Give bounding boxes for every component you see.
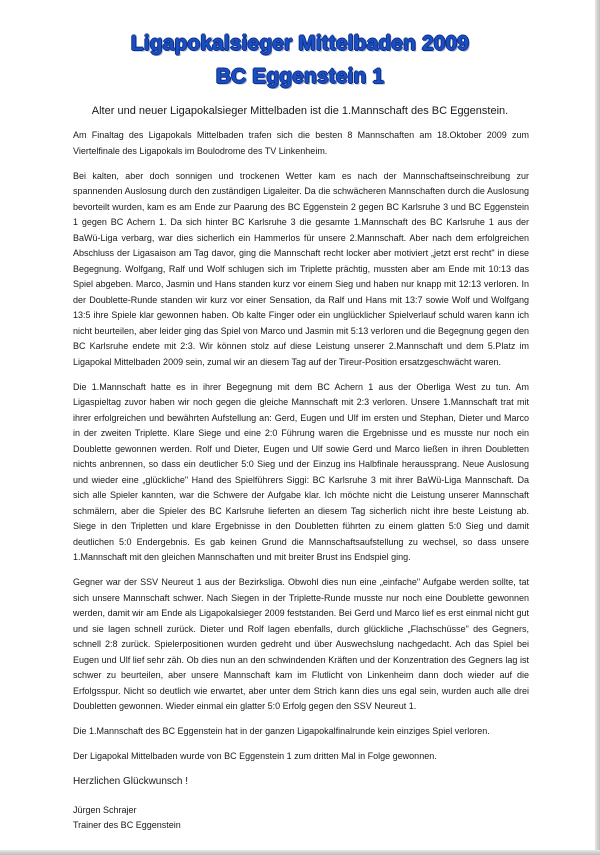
signature-name: Jürgen Schrajer: [73, 804, 137, 815]
signature-role: Trainer des BC Eggenstein: [73, 820, 181, 830]
paragraph-team-2: Bei kalten, aber doch sonnigen und trockenen Wetter kam es nach der Mannschaftseinschreibung zur spannenden Auslosung durch den zuständigen Ligaleiter. Da die schwächeren Mannschaften durch die Auslosung bevorteilt wurden, kam es am Ende zur Paarung des BC Eggenstein 2 gegen BC Karlsruhe 3 und BC Eggenstein 1 gegen BC Achern 1. Da sich hinter BC Karlsruhe 3 die gesamte 1.Mannschaft des BC Karlsruhe 1 aus der BaWü-Liga verbarg, war dies sicherlich ein Hammerlos für unsere 2.Mannschaft. Aber nach dem erfolgreichen Abschluss der Ligasaison am Tag davor, ging die Mannschaft recht locker aber motiviert „jetzt erst recht" in diese Begegnung. Wolfgang, Ralf und Wolf schlugen sich im Triplette prächtig, mussten aber am Ende mit 10:13 das Spiel abgeben. Marco, Jasmin und Hans standen kurz vor einem Sieg und haben nur knapp mit 12:13 verloren. In der Doublette-Runde standen wir kurz vor einer Sensation, da Ralf und Hans mit 13:7 sowie Wolf und Wolfgang 13:5 ihre Spiele klar gewonnen haben. Ob kalte Finger oder ein unglücklicher Spielverlauf schuld waren kann ich nicht beurteilen, aber leider ging das Spiel von Marco und Jasmin mit 5:13 verloren und die Begegnung gegen den BC Karlsruhe endete mit 2:3. Wir können stolz auf diese Leistung unserer 2.Mannschaft und dem 5.Platz im Ligapokal Mittelbaden 2009 sein, zumal wir an diesem Tag auf der Tireur-Position ersatzgeschwächt waren.: [73, 170, 529, 367]
paragraph-intro: Am Finaltag des Ligapokals Mittelbaden trafen sich die besten 8 Mannschaften am 18.Oktober 2009 zum Viertelfinale des Ligapokals im Boulodrome des TV Linkenheim.: [73, 130, 529, 156]
greeting: Herzlichen Glückwunsch !: [73, 776, 189, 787]
article-body: [73, 128, 529, 834]
document-subtitle: BC Eggenstein 1: [215, 65, 385, 88]
lead-paragraph: Alter und neuer Ligapokalsieger Mittelbaden ist die 1.Mannschaft des BC Eggenstein.: [91, 105, 509, 117]
paragraph-unbeaten: Die 1.Mannschaft des BC Eggenstein hat in der ganzen Ligapokalfinalrunde kein einziges Spiel verloren.: [73, 726, 490, 736]
page-shadow-bottom: [0, 850, 600, 855]
paragraph-team-1: Die 1.Mannschaft hatte es in ihrer Begegnung mit dem BC Achern 1 aus der Oberliga West zu tun. Am Ligaspieltag zuvor haben wir noch gegen die gleiche Mannschaft mit 2:3 verloren. Unsere 1.Mannschaft trat mit ihrer erfolgreichen und bewährten Aufstellung an: Gerd, Eugen und Ulf im ersten und Stephan, Dieter und Marco in der zweiten Triplette. Klare Siege und eine 2:0 Führung waren die Ergebnisse und es musste nur noch ein Doublette gewonnen werden. Rolf und Dieter, Eugen und Ulf sowie Gerd und Marco ließen in ihren Doubletten nichts anbrennen, so dass ein deutlicher 5:0 Sieg und der Einzug ins Halbfinale heraussprang. Neue Auslosung und wieder eine „glückliche" Hand des Spielführers Siggi: BC Karlsruhe 3 mit ihrer BaWü-Liga Mannschaft. Da sich alle Spieler kannten, war die Schwere der Aufgabe klar. Ich möchte nicht die Leistung unserer Mannschaft schmälern, aber die Spieler des BC Karlsruhe lieferten an diesem Tag sicherlich nicht ihre beste Leistung ab. Siege in den Tripletten und klare Ergebnisse in den Doubletten führten zu einem glatten 5:0 Sieg und damit deutlichen 5:0 Endergebnis. Es gab keinen Grund die Mannschaftsaufstellung zu wechsel, so dass unsere 1.Mannschaft mit den gleichen Mannschaften und mit breiter Brust ins Endspiel ging.: [73, 381, 529, 562]
paragraph-final: Gegner war der SSV Neureut 1 aus der Bezirksliga. Obwohl dies nun eine „einfache" Aufgabe werden sollte, tat sich unsere Mannschaft schwer. Nach Siegen in der Triplette-Runde musste nur noch eine Doublette gewonnen werden, damit wir am Ende als Ligapokalsieger 2009 feststanden. Bei Gerd und Marco lief es erst einmal nicht gut und sie lagen schnell zurück. Dieter und Rolf lagen ebenfalls, durch glückliche „Flachschüsse" des Gegners, schnell 2:8 zurück. Spielerpositionen wurden gedreht und über Auswechslung nachgedacht. Ach das Spiel bei Eugen und Ulf lief sehr zäh. Ob dies nun an den schwindenden Kräften und der Konzentration des Gegners lag ist schwer zu beurteilen, aber unsere Mannschaft kam im Flutlicht von Linkenheim dann doch wieder auf die Erfolgsspur. Nicht so deutlich wie erwartet, aber unter dem Strich kann dies uns egal sein, wurden auch alle drei Doubletten gewonnen. Wieder einmal ein glatter 5:0 Erfolg gegen den SSV Neureut 1.: [73, 577, 529, 711]
page-shadow-right: [595, 0, 600, 855]
paragraph-third-title: Der Ligapokal Mittelbaden wurde von BC Eggenstein 1 zum dritten Mal in Folge gewonnen.: [73, 751, 437, 761]
document-title: Ligapokalsieger Mittelbaden 2009: [130, 32, 470, 55]
